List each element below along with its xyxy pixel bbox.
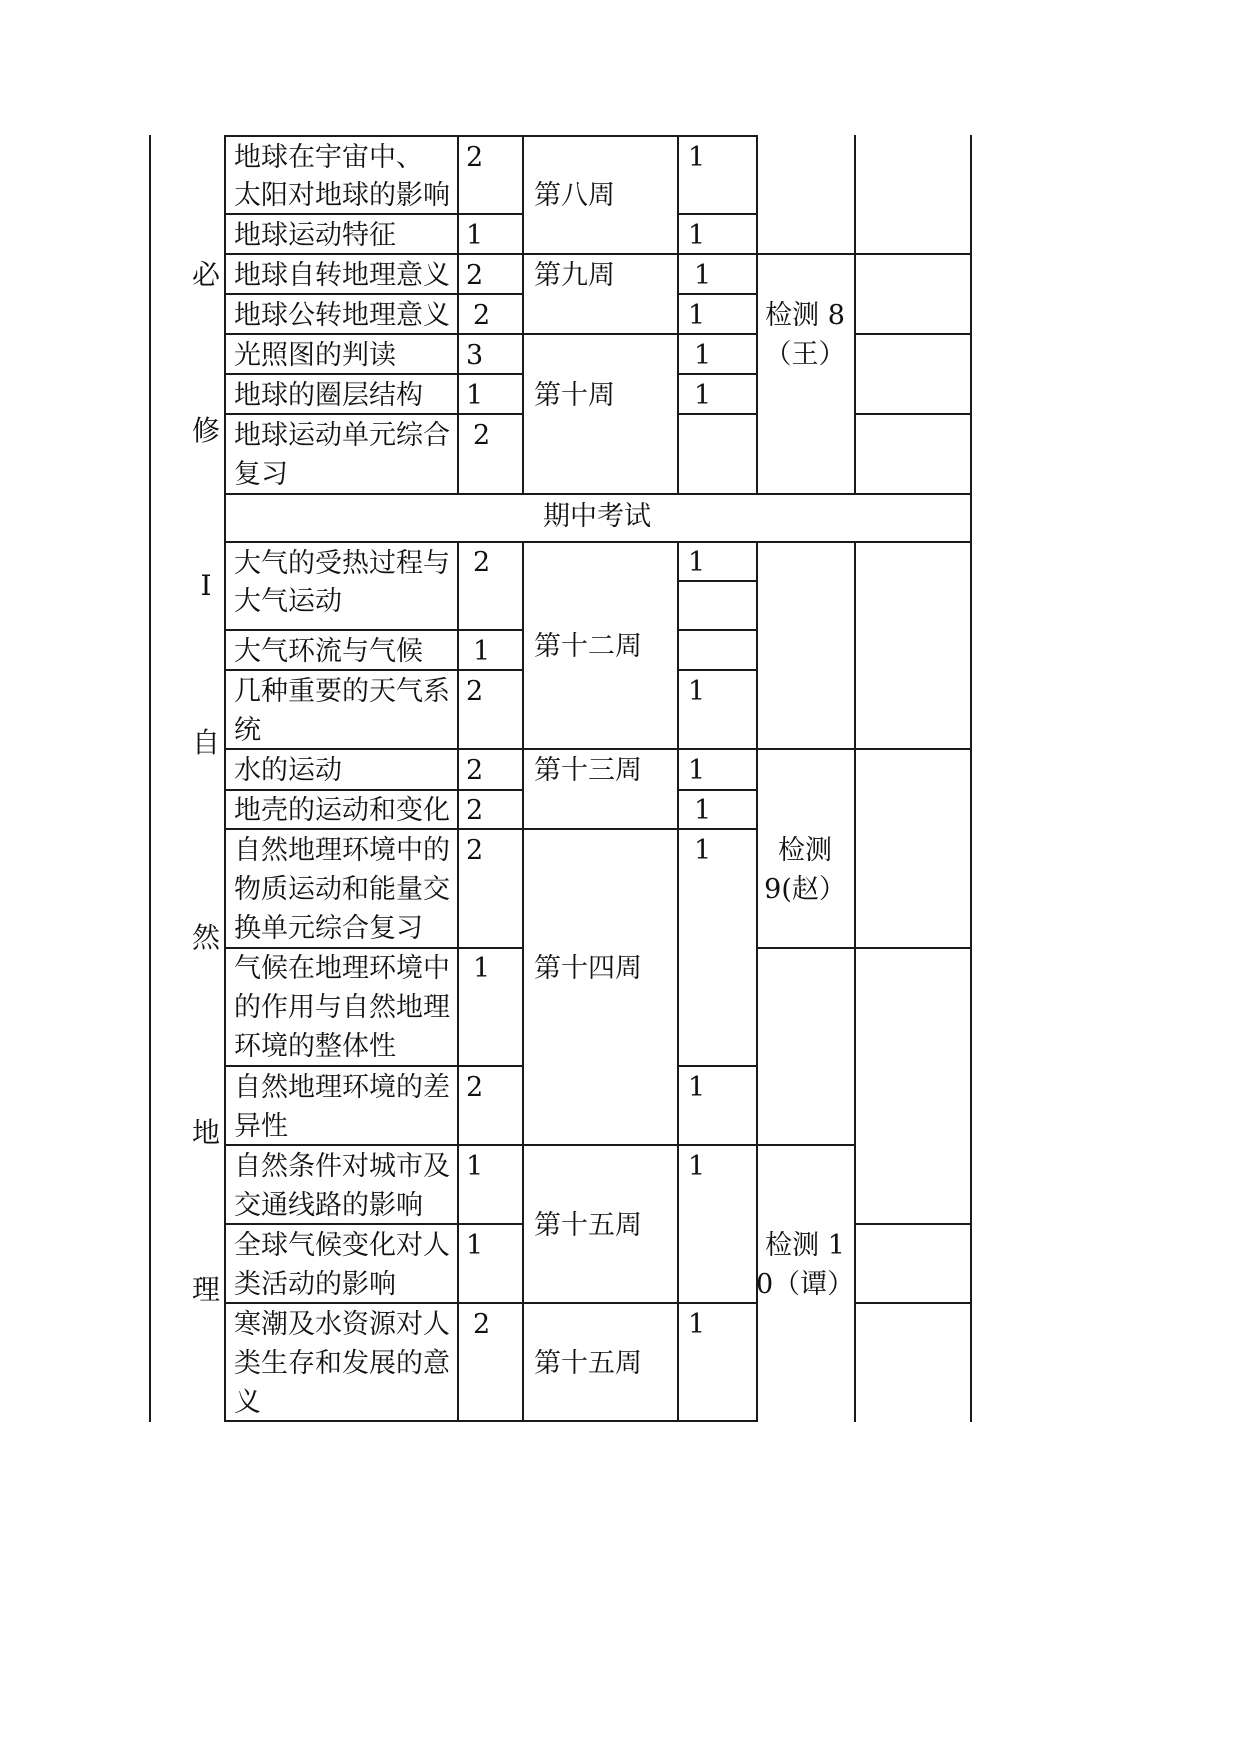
exercise-cell: 1	[688, 1309, 706, 1340]
topic-line: 自然地理环境的差	[234, 1072, 450, 1103]
section-char: 修	[191, 414, 220, 447]
week-cell: 第十周	[534, 380, 615, 411]
section-char: 理	[191, 1273, 220, 1306]
hours-cell: 2	[466, 835, 484, 866]
topic-line: 环境的整体性	[234, 1031, 396, 1062]
topic-line: 地球运动单元综合	[234, 420, 450, 451]
topic-line: 的作用与自然地理	[234, 992, 450, 1023]
hours-cell: 2	[466, 1072, 484, 1103]
topic-line: 类生存和发展的意	[234, 1348, 450, 1379]
topic-line: 自然地理环境中的	[234, 835, 450, 866]
section-char: I	[200, 569, 212, 602]
week-cell: 第九周	[534, 260, 615, 291]
hours-cell: 3	[466, 340, 484, 371]
topic-line: 异性	[234, 1111, 288, 1142]
midterm-row: 期中考试	[543, 501, 651, 532]
topic-line: 大气运动	[234, 586, 342, 617]
hours-cell: 2	[473, 420, 491, 451]
topic-line: 自然条件对城市及	[234, 1151, 450, 1182]
topic-line: 太阳对地球的影响	[234, 180, 450, 211]
topic-line: 地球的圈层结构	[234, 380, 423, 411]
test-cell: 检测 1	[765, 1230, 845, 1261]
exercise-cell: 1	[688, 755, 706, 786]
topic-line: 水的运动	[234, 755, 342, 786]
topic-line: 地球运动特征	[234, 220, 396, 251]
topic-line: 地球自转地理意义	[234, 260, 450, 291]
section-char: 然	[191, 921, 220, 954]
topic-line: 几种重要的天气系	[234, 676, 450, 707]
week-cell: 第十三周	[534, 755, 642, 786]
exercise-cell: 1	[694, 260, 712, 291]
exercise-cell: 1	[694, 340, 712, 371]
topic-line: 物质运动和能量交	[234, 874, 450, 905]
hours-cell: 1	[466, 1151, 484, 1182]
exercise-cell: 1	[688, 1151, 706, 1182]
week-cell: 第八周	[534, 180, 615, 211]
hours-cell: 2	[466, 795, 484, 826]
topic-line: 义	[234, 1387, 261, 1418]
hours-cell: 1	[473, 636, 491, 667]
topic-line: 交通线路的影响	[234, 1190, 423, 1221]
topic-line: 类活动的影响	[234, 1269, 396, 1300]
test-cell: 检测	[778, 835, 832, 866]
week-cell: 第十五周	[534, 1348, 642, 1379]
topic-line: 大气环流与气候	[234, 636, 423, 667]
topic-line: 地壳的运动和变化	[234, 795, 450, 826]
hours-cell: 1	[466, 380, 484, 411]
topic-line: 地球公转地理意义	[234, 300, 450, 331]
section-char: 自	[191, 726, 220, 759]
topic-line: 地球在宇宙中、	[234, 142, 423, 173]
week-cell: 第十二周	[534, 631, 642, 662]
exercise-cell: 1	[688, 220, 706, 251]
hours-cell: 2	[473, 300, 491, 331]
exercise-cell: 1	[694, 380, 712, 411]
topic-line: 寒潮及水资源对人	[234, 1309, 450, 1340]
exercise-cell: 1	[688, 300, 706, 331]
topic-line: 复习	[234, 459, 288, 490]
test-cell: （王）	[764, 339, 846, 370]
test-cell: 9(赵）	[764, 874, 846, 905]
section-char: 必	[191, 258, 220, 291]
exercise-cell: 1	[688, 142, 706, 173]
exercise-cell: 1	[688, 1072, 706, 1103]
week-cell: 第十四周	[534, 953, 642, 984]
topic-line: 换单元综合复习	[234, 913, 423, 944]
hours-cell: 2	[466, 755, 484, 786]
topic-line: 统	[234, 715, 261, 746]
exercise-cell: 1	[688, 676, 706, 707]
hours-cell: 1	[466, 1230, 484, 1261]
topic-line: 大气的受热过程与	[234, 548, 450, 579]
test-cell: 0（谭）	[756, 1269, 855, 1300]
hours-cell: 1	[466, 220, 484, 251]
test-cell: 检测 8	[765, 300, 845, 331]
exercise-cell: 1	[694, 795, 712, 826]
topic-line: 气候在地理环境中	[234, 953, 450, 984]
topic-line: 全球气候变化对人	[234, 1230, 450, 1261]
hours-cell: 1	[473, 953, 491, 984]
section-char: 地	[191, 1116, 220, 1149]
hours-cell: 2	[473, 1309, 491, 1340]
week-cell: 第十五周	[534, 1210, 642, 1241]
hours-cell: 2	[473, 547, 491, 578]
hours-cell: 2	[466, 676, 484, 707]
exercise-cell: 1	[688, 547, 706, 578]
hours-cell: 2	[466, 260, 484, 291]
topic-line: 光照图的判读	[234, 340, 396, 371]
exercise-cell: 1	[694, 835, 712, 866]
hours-cell: 2	[466, 142, 484, 173]
